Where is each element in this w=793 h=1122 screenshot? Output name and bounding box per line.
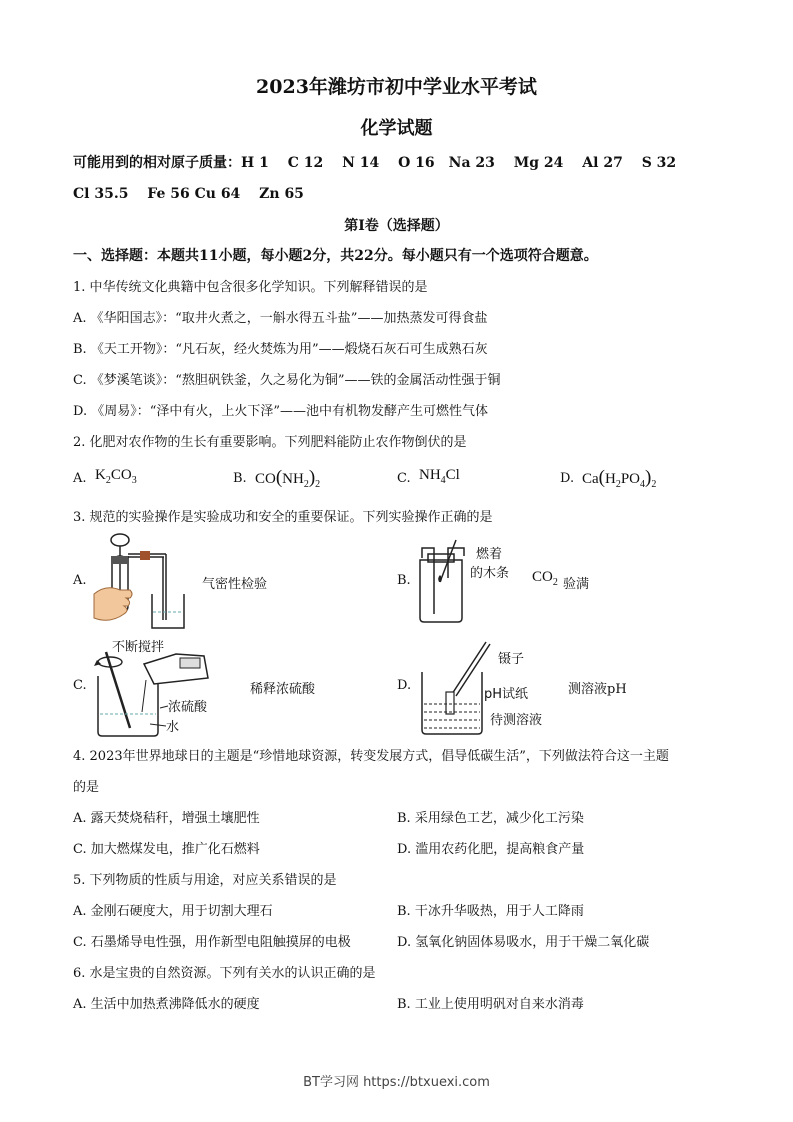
- q3-option-b-note-2: 的木条: [470, 566, 510, 581]
- q1-stem: 1. 中华传统文化典籍中包含很多化学知识。下列解释错误的是: [73, 280, 428, 295]
- q6-stem: 6. 水是宝贵的自然资源。下列有关水的认识正确的是: [73, 966, 376, 981]
- q1-option-b: B. 《天工开物》：“凡石灰，经火焚炼为用”——煅烧石灰石可生成熟石灰: [73, 342, 488, 357]
- q4-stem-line-1: 4. 2023年世界地球日的主题是“珍惜地球资源，转变发展方式，倡导低碳生活”，下列做法符合这一主题: [73, 749, 669, 764]
- q3-option-c-text: 稀释浓硫酸: [250, 682, 316, 697]
- atomic-mass-line-2: Cl 35.5 Fe 56 Cu 64 Zn 65: [73, 186, 304, 202]
- q3-option-c-note-acid: 浓硫酸: [168, 700, 208, 715]
- exam-title: 2023年潍坊市初中学业水平考试: [256, 76, 537, 98]
- volume-heading: 第Ⅰ卷（选择题）: [344, 218, 449, 234]
- q3-option-a-text: 气密性检验: [202, 577, 268, 592]
- atomic-mass-line-1: 可能用到的相对原子质量：H 1 C 12 N 14 O 16 Na 23 Mg 24 Al 27 S 32: [73, 155, 677, 171]
- q5-option-c: C. 石墨烯导电性强，用作新型电阻触摸屏的电极: [73, 935, 351, 950]
- q4-option-d: D. 滥用农药化肥，提高粮食产量: [397, 842, 585, 857]
- q3-option-b-formula: $CO_2$: [532, 569, 558, 588]
- q2-option-d-label: D.: [560, 471, 575, 486]
- q1-option-c: C. 《梦溪笔谈》：“熬胆矾铁釜，久之易化为铜”——铁的金属活动性强于铜: [73, 373, 501, 388]
- dilute-sulfuric-acid-diagram: [88, 648, 213, 738]
- q2-option-d-formula: $Ca(H_2PO_4)_2$: [582, 467, 657, 490]
- q5-option-b: B. 干冰升华吸热，用于人工降雨: [397, 904, 584, 919]
- q6-option-b: B. 工业上使用明矾对自来水消毒: [397, 997, 584, 1012]
- section-heading: 一、选择题：本题共11小题，每小题2分，共22分。每小题只有一个选项符合题意。: [73, 248, 598, 264]
- q2-option-a-formula: $K_2CO_3$: [95, 467, 137, 486]
- co2-full-check-diagram: [412, 538, 472, 624]
- q3-option-b-label: B.: [397, 573, 411, 588]
- q2-option-a-label: A.: [73, 471, 87, 486]
- q5-option-d: D. 氢氧化钠固体易吸水，用于干燥二氧化碳: [397, 935, 650, 950]
- q5-option-a: A. 金刚石硬度大，用于切割大理石: [73, 904, 273, 919]
- q4-option-b: B. 采用绿色工艺，减少化工污染: [397, 811, 584, 826]
- q5-stem: 5. 下列物质的性质与用途，对应关系错误的是: [73, 873, 337, 888]
- q2-option-b-label: B.: [233, 471, 247, 486]
- q3-option-b-note-1: 燃着: [476, 547, 503, 562]
- q2-option-b-formula: $CO(NH_2)_2$: [255, 467, 321, 490]
- q2-option-c-formula: $NH_4Cl$: [419, 467, 460, 486]
- footer-watermark: BT学习网 https://btxuexi.com: [303, 1075, 490, 1090]
- q6-option-a: A. 生活中加热煮沸降低水的硬度: [73, 997, 260, 1012]
- q2-option-c-label: C.: [397, 471, 411, 486]
- q3-option-d-note-tweezers: 镊子: [498, 652, 525, 667]
- q3-stem: 3. 规范的实验操作是实验成功和安全的重要保证。下列实验操作正确的是: [73, 510, 493, 525]
- q1-option-a: A. 《华阳国志》：“取井火煮之，一斛水得五斗盐”——加热蒸发可得食盐: [73, 311, 488, 326]
- q3-option-c-label: C.: [73, 678, 87, 693]
- q3-option-b-text: 验满: [563, 577, 590, 592]
- q3-option-d-text: 测溶液pH: [568, 682, 627, 697]
- q3-option-d-label: D.: [397, 678, 412, 693]
- q3-option-d-note-solution: 待测溶液: [490, 713, 543, 728]
- q4-option-a: A. 露天焚烧秸秆，增强土壤肥性: [73, 811, 260, 826]
- airtightness-check-diagram: [90, 532, 195, 632]
- q3-option-c-note-top: 不断搅拌: [112, 640, 165, 655]
- q1-option-d: D. 《周易》：“泽中有火，上火下泽”——池中有机物发酵产生可燃性气体: [73, 404, 489, 419]
- q4-option-c: C. 加大燃煤发电，推广化石燃料: [73, 842, 260, 857]
- q3-option-d-note-paper: pH试纸: [484, 687, 529, 702]
- exam-subject: 化学试题: [360, 118, 433, 139]
- q3-option-c-note-water: 水: [166, 720, 180, 735]
- q3-option-a-label: A.: [73, 573, 87, 588]
- q4-stem-line-2: 的是: [73, 780, 100, 795]
- q2-stem: 2. 化肥对农作物的生长有重要影响。下列肥料能防止农作物倒伏的是: [73, 435, 467, 450]
